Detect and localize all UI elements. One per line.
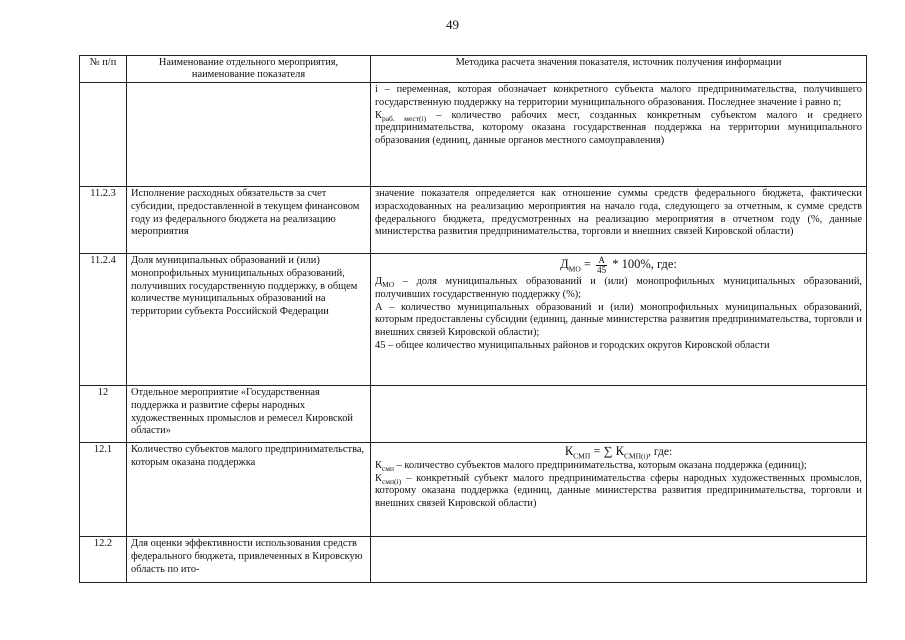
method-paragraph: А – количество муниципальных образований и (или) монопрофильных муниципальных образований, которым предоставлены субсидии (единиц, данные министерства развития предпринимательства, торговли и внешних связей Кировской области); [375, 301, 862, 339]
row-number [80, 83, 127, 187]
formula-tail: * 100%, где: [609, 257, 677, 272]
method-paragraph: i – переменная, которая обозначает конкретного субъекта малого предпринимательства, получившего государственную поддержку на территории муниципального образования. Последнее значение i равно n; [375, 84, 862, 108]
header-method: Методика расчета значения показателя, источник получения информации [371, 56, 867, 83]
table-row [80, 187, 867, 254]
method-paragraph: $К_{смп(i)}$ – конкретный субъект малого предпринимательства сферы народных художественных промыслов, которому оказана поддержка (единиц, данные министерства развития предпринимательства, торговли и внешних связей Кировской области) [375, 472, 862, 510]
table-header-row [80, 56, 867, 83]
table-row [80, 83, 867, 187]
row-number: 12.1 [80, 443, 127, 537]
formula-tail: , где: [648, 446, 673, 458]
symbol-subscript: МО [382, 280, 395, 290]
symbol-definition: – количество рабочих мест, созданных конкретным субъектом малого и среднего предпринимательства, которому оказана государственная поддержка на территории муниципального образования (единиц, данные органов местного самоуправления) [375, 109, 862, 147]
symbol-subscript: смп(i) [381, 476, 402, 486]
formula [375, 256, 862, 275]
row-name: Количество субъектов малого предпринимательства, которым оказана поддержка [127, 443, 371, 537]
formula-equals: = [580, 257, 595, 272]
method-paragraph: $К_{смп}$ – количество субъектов малого предпринимательства, которым оказана поддержка (единиц); [375, 459, 807, 473]
method-paragraph: 45 – общее количество муниципальных районов и городских округов Кировской области [375, 339, 770, 351]
formula [375, 445, 862, 459]
fraction-numerator: А [596, 256, 607, 266]
row-method [371, 537, 867, 583]
table-row [80, 254, 867, 386]
formula-sum: = ∑ К [590, 444, 624, 458]
header-number: № п/п [80, 56, 127, 83]
row-name: Для оценки эффективности использования средств федерального бюджета, привлеченных в Кировскую область по ито- [127, 537, 371, 583]
method-paragraph: значение показателя определяется как отношение суммы средств федерального бюджета, фактически израсходованных на реализацию мероприятия на начало года, следующего за отчетным, к сумме средств федерального бюджета, предусмотренных на реализацию мероприятия в отчетном году (%, данные министерства развития предпринимательства, торговли и внешних связей Кировской области) [375, 188, 862, 238]
row-number: 11.2.4 [80, 254, 127, 386]
row-number: 11.2.3 [80, 187, 127, 254]
formula-fraction [596, 256, 607, 275]
symbol-subscript: смп [381, 463, 395, 473]
row-method [371, 83, 867, 187]
formula-lhs-subscript: МО [568, 264, 581, 274]
row-number: 12.2 [80, 537, 127, 583]
table-row [80, 386, 867, 443]
row-method [371, 254, 867, 386]
formula-sum-subscript: СМП(i) [623, 451, 649, 461]
symbol: К [375, 109, 382, 121]
row-name: Исполнение расходных обязательств за счет субсидии, предоставленной в текущем финансовом году из федерального бюджета на реализацию мероприятия [127, 187, 371, 254]
row-name [127, 83, 371, 187]
method-paragraph [375, 110, 862, 148]
method-paragraph: $Д_{МО}$ – доля муниципальных образований и (или) монопрофильных муниципальных образований, получивших государственную поддержку (%); [375, 276, 862, 300]
row-method [371, 386, 867, 443]
measures-table [79, 55, 867, 583]
formula-lhs: К [564, 444, 574, 458]
row-name: Отдельное мероприятие «Государственная поддержка и развитие сферы народных художественных промыслов и ремесел Кировской области» [127, 386, 371, 443]
fraction-denominator: 45 [597, 265, 607, 275]
header-name: Наименование отдельного мероприятия, наименование показателя [127, 56, 371, 83]
table-row [80, 537, 867, 583]
row-number: 12 [80, 386, 127, 443]
row-method [371, 187, 867, 254]
formula-lhs-subscript: СМП [573, 451, 591, 461]
formula-lhs: Д [560, 257, 569, 272]
symbol-subscript: раб. мест(i) [381, 113, 427, 123]
table-row [80, 443, 867, 537]
page-number: 49 [446, 17, 459, 32]
row-name: Доля муниципальных образований и (или) монопрофильных муниципальных образований, получивших государственную поддержку, в общем количестве муниципальных образований на территории субъекта Российской Федерации [127, 254, 371, 386]
row-method [371, 443, 867, 537]
